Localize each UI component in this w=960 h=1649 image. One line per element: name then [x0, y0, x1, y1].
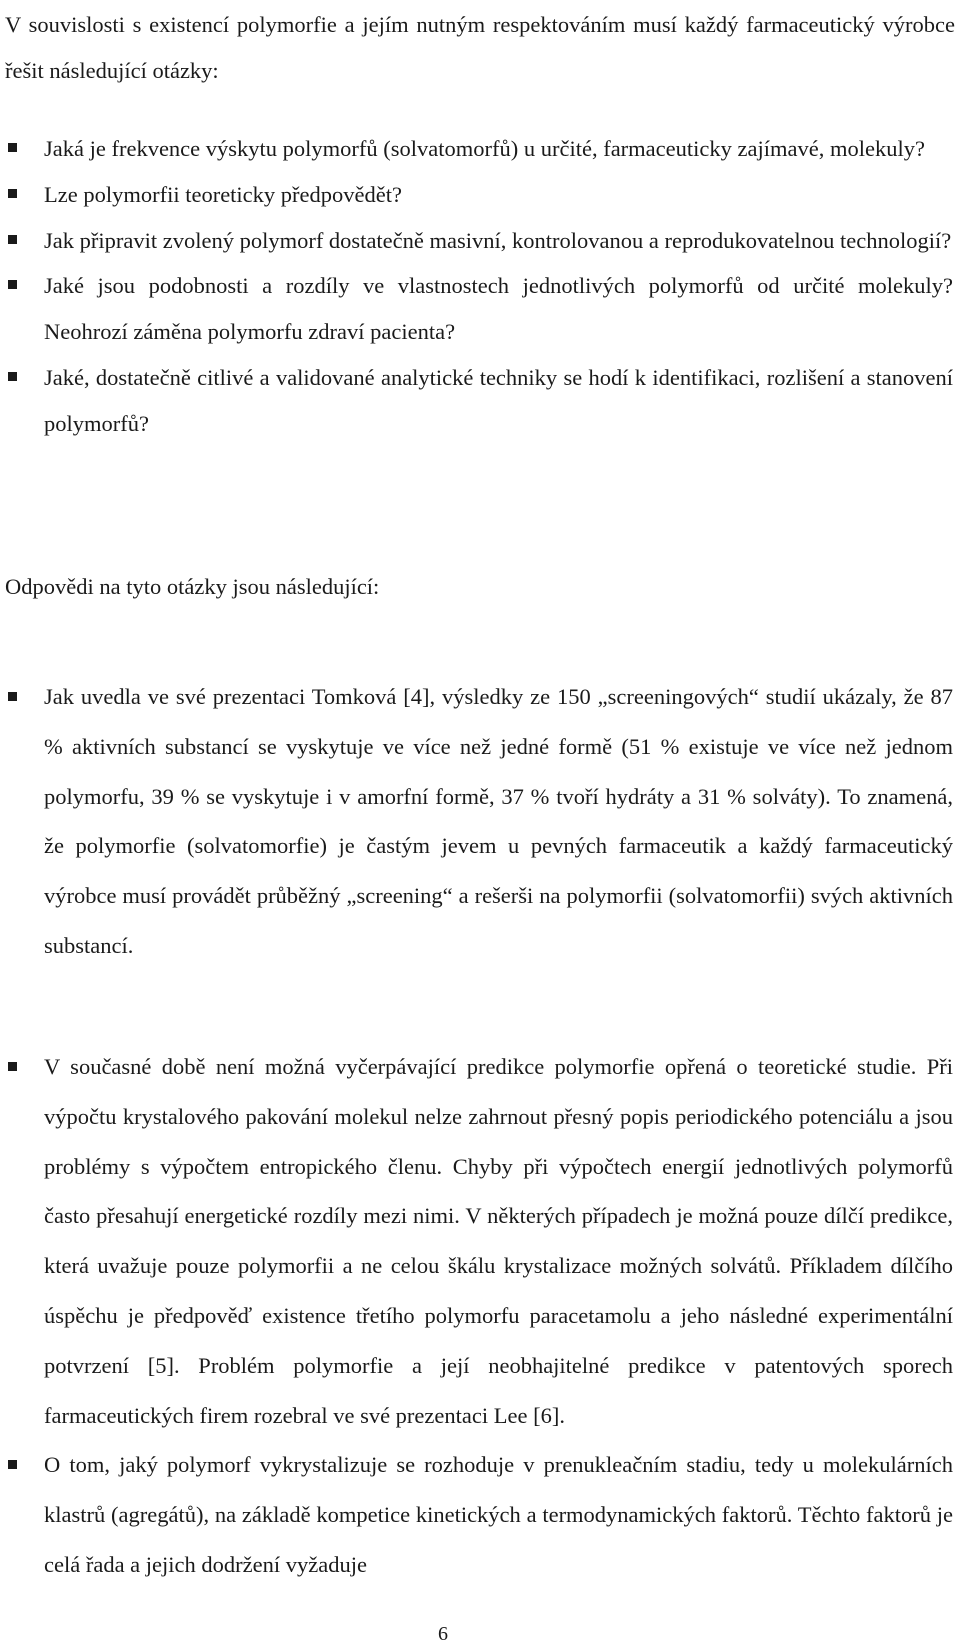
answer-text: Jak uvedla ve své prezentaci Tomková [4], výsledky ze 150 „screeningových“ studií ukázaly, že 87 % aktivních substancí se vyskytuje ve více než jedné formě (51 % existuje ve více než jednom polymorfu, 39 % se vyskytuje i v amorfní formě, 37 % tvoří hydráty a 31 % solváty). To znamená, že polymorfie (solvatomorfie) je častým jevem u pevných farmaceutik a každý farmaceutický výrobce musí provádět průběžný „screening“ a rešerši na polymorfii (solvatomorfii) svých aktivních substancí. — [44, 684, 953, 958]
square-bullet-icon — [8, 235, 17, 244]
square-bullet-icon — [8, 1460, 17, 1469]
list-item — [0, 126, 960, 172]
list-item — [0, 1042, 960, 1440]
list-item — [0, 263, 960, 355]
question-text: Jaké jsou podobnosti a rozdíly ve vlastnostech jednotlivých polymorfů od určité molekuly? Neohrozí záměna polymorfu zdraví pacienta? — [44, 273, 953, 345]
question-text: Jaké, dostatečně citlivé a validované analytické techniky se hodí k identifikaci, rozlišení a stanovení polymorfů? — [44, 364, 953, 436]
question-text: Jak připravit zvolený polymorf dostatečně masivní, kontrolovanou a reprodukovatelnou technologií? — [44, 227, 952, 253]
answer-text: V současné době není možná vyčerpávající predikce polymorfie opřená o teoretické studie. Při výpočtu krystalového pakování molekul nelze zahrnout přesný popis periodického potenciálu a jsou problémy s výpočtem entropického členu. Chyby při výpočtech energií jednotlivých polymorfů často přesahují energetické rozdíly mezi nimi. V některých případech je možná pouze dílčí predikce, která uvažuje pouze polymorfii a ne celou škálu krystalizace možných solvátů. Příkladem dílčího úspěchu je předpověď existence třetího polymorfu paracetamolu a jeho následné experimentální potvrzení [5]. Problém polymorfie a její neobhajitelné predikce v patentových sporech farmaceutických firem rozebral ve své prezentaci Lee [6]. — [44, 1054, 953, 1428]
intro-paragraph: V souvislosti s existencí polymorfie a jejím nutným respektováním musí každý farmaceutický výrobce řešit následující otázky: — [5, 12, 955, 83]
square-bullet-icon — [8, 189, 17, 198]
list-item — [0, 172, 960, 218]
page-number: 6 — [438, 1623, 448, 1645]
questions-list — [0, 126, 960, 447]
answers-list-continued — [0, 1042, 960, 1590]
square-bullet-icon — [8, 143, 17, 152]
square-bullet-icon — [8, 280, 17, 289]
answers-heading: Odpovědi na tyto otázky jsou následující: — [5, 574, 380, 599]
square-bullet-icon — [8, 1062, 17, 1071]
square-bullet-icon — [8, 372, 17, 381]
question-text: Lze polymorfii teoreticky předpovědět? — [44, 181, 402, 207]
list-item — [0, 218, 960, 264]
square-bullet-icon — [8, 692, 17, 701]
answer-text: O tom, jaký polymorf vykrystalizuje se rozhoduje v prenukleačním stadiu, tedy u molekulárních klastrů (agregátů), na základě kompetice kinetických a termodynamických faktorů. Těchto faktorů je celá řada a jejich dodržení vyžaduje — [44, 1452, 953, 1577]
list-item — [0, 672, 960, 971]
list-item — [0, 1440, 960, 1589]
question-text: Jaká je frekvence výskytu polymorfů (solvatomorfů) u určité, farmaceuticky zajímavé, molekuly? — [44, 136, 925, 161]
answers-list — [0, 672, 960, 971]
list-item — [0, 355, 960, 447]
